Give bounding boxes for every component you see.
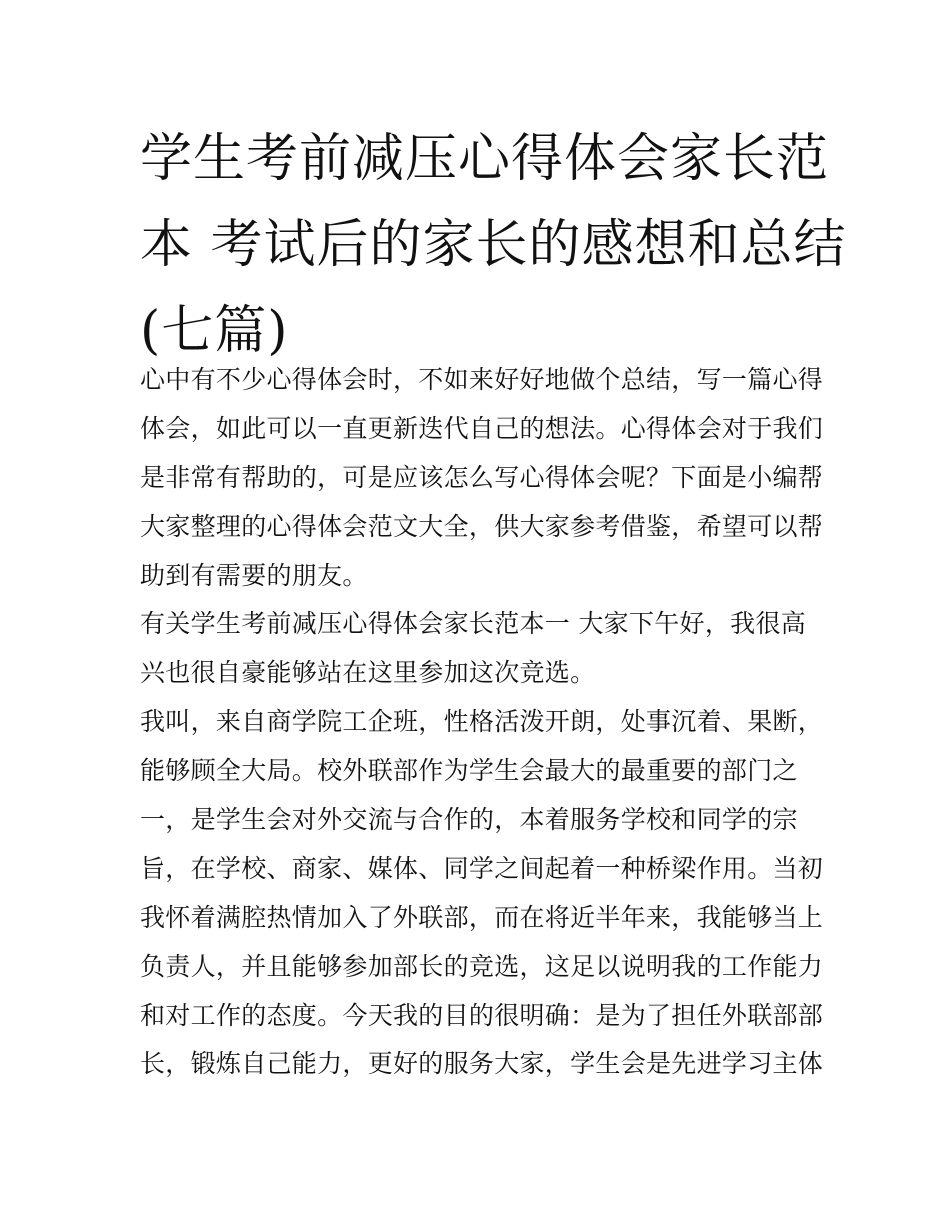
body-line: 有关学生考前减压心得体会家长范本一 大家下午好，我很高 [140,609,807,639]
body-line: 能够顾全大局。校外联部作为学生会最大的最重要的部门之 [140,756,798,786]
body-line: 负责人，并且能够参加部长的竞选，这足以说明我的工作能力 [140,951,824,981]
body-line: 助到有需要的朋友。 [140,560,368,590]
title-line: 本 考试后的家长的感想和总结 [140,215,847,275]
body-line: 长，锻炼自己能力，更好的服务大家，学生会是先进学习主体 [140,1049,824,1079]
body-line: 体会，如此可以一直更新迭代自己的想法。心得体会对于我们 [140,413,824,443]
body-line: 兴也很自豪能够站在这里参加这次竞选。 [140,658,596,688]
document-body [140,356,824,1089]
body-line: 旨，在学校、商家、媒体、同学之间起着一种桥梁作用。当初 [140,853,824,883]
body-line: 大家整理的心得体会范文大全，供大家参考借鉴，希望可以帮 [140,511,824,541]
body-line: 心中有不少心得体会时，不如来好好地做个总结，写一篇心得 [140,365,824,394]
body-line: 我叫，来自商学院工企班，性格活泼开朗，处事沉着、果断， [140,707,824,737]
body-line: 和对工作的态度。今天我的目的很明确：是为了担任外联部部 [140,1000,824,1030]
title-line: (七篇) [140,301,289,361]
title-line: 学生考前减压心得体会家长范 [140,129,830,189]
body-line: 一，是学生会对外交流与合作的，本着服务学校和同学的宗 [140,805,798,835]
body-line: 我怀着满腔热情加入了外联部，而在将近半年来，我能够当上 [140,902,824,932]
document-title [140,116,847,374]
body-line: 是非常有帮助的，可是应该怎么写心得体会呢？下面是小编帮 [140,462,824,492]
